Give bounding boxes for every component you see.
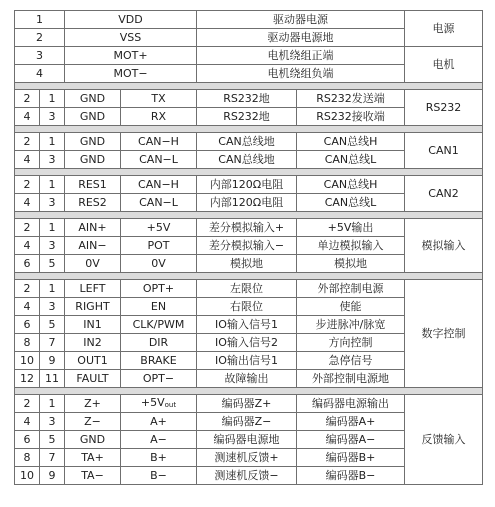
signal-b-cell: CAN−L xyxy=(121,194,197,212)
signal-cell: VSS xyxy=(65,29,197,47)
signal-a-cell: RIGHT xyxy=(65,298,121,316)
table-row xyxy=(15,47,483,65)
description-a-cell: CAN总线地 xyxy=(197,151,297,169)
pin-odd-cell: 3 xyxy=(40,151,65,169)
signal-b-cell: CAN−H xyxy=(121,176,197,194)
pin-even-cell: 2 xyxy=(15,219,40,237)
description-a-cell: 右限位 xyxy=(197,298,297,316)
group-label: 模拟输入 xyxy=(405,219,483,273)
separator-cell xyxy=(15,83,483,90)
pin-even-cell: 2 xyxy=(15,395,40,413)
signal-a-cell: AIN+ xyxy=(65,219,121,237)
separator-cell xyxy=(15,388,483,395)
pin-even-cell: 8 xyxy=(15,334,40,352)
pin-even-cell: 4 xyxy=(15,151,40,169)
description-a-cell: 编码器Z+ xyxy=(197,395,297,413)
separator-cell xyxy=(15,273,483,280)
table-row xyxy=(15,133,483,151)
pinout-table-body xyxy=(15,11,483,485)
table-row xyxy=(15,219,483,237)
pin-odd-cell: 5 xyxy=(40,255,65,273)
signal-a-cell: Z+ xyxy=(65,395,121,413)
description-a-cell: 故障输出 xyxy=(197,370,297,388)
description-cell: 驱动器电源地 xyxy=(197,29,405,47)
signal-b-cell: CAN−L xyxy=(121,151,197,169)
description-a-cell: 编码器Z− xyxy=(197,413,297,431)
description-a-cell: 内部120Ω电阻 xyxy=(197,176,297,194)
section-separator xyxy=(15,126,483,133)
description-b-cell: CAN总线H xyxy=(297,133,405,151)
description-a-cell: 模拟地 xyxy=(197,255,297,273)
separator-cell xyxy=(15,212,483,219)
signal-b-cell: B− xyxy=(121,467,197,485)
description-b-cell: 单边模拟输入 xyxy=(297,237,405,255)
description-b-cell: 编码器B+ xyxy=(297,449,405,467)
description-a-cell: IO输入信号2 xyxy=(197,334,297,352)
section-separator xyxy=(15,169,483,176)
signal-a-cell: GND xyxy=(65,151,121,169)
description-cell: 电机绕组负端 xyxy=(197,65,405,83)
signal-b-cell: POT xyxy=(121,237,197,255)
pin-odd-cell: 7 xyxy=(40,449,65,467)
signal-a-cell: TA− xyxy=(65,467,121,485)
description-b-cell: 步进脉冲/脉宽 xyxy=(297,316,405,334)
signal-b-cell: B+ xyxy=(121,449,197,467)
description-b-cell: 模拟地 xyxy=(297,255,405,273)
pin-even-cell: 2 xyxy=(15,176,40,194)
signal-b-cell: +5V xyxy=(121,219,197,237)
signal-cell: MOT+ xyxy=(65,47,197,65)
group-label: RS232 xyxy=(405,90,483,126)
signal-a-cell: OUT1 xyxy=(65,352,121,370)
table-row xyxy=(15,176,483,194)
pin-odd-cell: 1 xyxy=(40,280,65,298)
signal-a-cell: FAULT xyxy=(65,370,121,388)
signal-a-cell: GND xyxy=(65,108,121,126)
pin-odd-cell: 1 xyxy=(40,133,65,151)
pin-even-cell: 2 xyxy=(15,133,40,151)
description-b-cell: 编码器B− xyxy=(297,467,405,485)
signal-b-cell: OPT+ xyxy=(121,280,197,298)
pin-cell: 4 xyxy=(15,65,65,83)
pinout-table-container xyxy=(14,10,483,485)
description-a-cell: CAN总线地 xyxy=(197,133,297,151)
pinout-table xyxy=(14,10,483,485)
table-row xyxy=(15,280,483,298)
pin-even-cell: 4 xyxy=(15,108,40,126)
section-separator xyxy=(15,273,483,280)
pin-odd-cell: 3 xyxy=(40,194,65,212)
signal-a-cell: IN2 xyxy=(65,334,121,352)
signal-b-cell: CAN−H xyxy=(121,133,197,151)
signal-b-cell: CLK/PWM xyxy=(121,316,197,334)
description-b-cell: 方向控制 xyxy=(297,334,405,352)
group-label-motor: 电机 xyxy=(405,47,483,83)
pin-even-cell: 6 xyxy=(15,255,40,273)
description-b-cell: CAN总线H xyxy=(297,176,405,194)
pin-odd-cell: 7 xyxy=(40,334,65,352)
description-b-cell: 外部控制电源 xyxy=(297,280,405,298)
description-cell: 驱动器电源 xyxy=(197,11,405,29)
description-a-cell: 差分模拟输入− xyxy=(197,237,297,255)
signal-a-cell: LEFT xyxy=(65,280,121,298)
description-cell: 电机绕组正端 xyxy=(197,47,405,65)
description-b-cell: RS232发送端 xyxy=(297,90,405,108)
description-b-cell: CAN总线L xyxy=(297,151,405,169)
description-a-cell: RS232地 xyxy=(197,90,297,108)
separator-cell xyxy=(15,169,483,176)
pin-cell: 3 xyxy=(15,47,65,65)
description-b-cell: RS232接收端 xyxy=(297,108,405,126)
pin-even-cell: 10 xyxy=(15,352,40,370)
pin-odd-cell: 9 xyxy=(40,467,65,485)
pin-even-cell: 4 xyxy=(15,413,40,431)
signal-b-cell: BRAKE xyxy=(121,352,197,370)
section-separator xyxy=(15,212,483,219)
description-a-cell: 测速机反馈− xyxy=(197,467,297,485)
pin-cell: 2 xyxy=(15,29,65,47)
signal-a-cell: Z− xyxy=(65,413,121,431)
section-separator xyxy=(15,83,483,90)
pin-even-cell: 12 xyxy=(15,370,40,388)
signal-a-cell: IN1 xyxy=(65,316,121,334)
pin-even-cell: 4 xyxy=(15,298,40,316)
pin-odd-cell: 1 xyxy=(40,90,65,108)
signal-b-cell: $+5V_{out}$ xyxy=(121,395,197,413)
signal-cell: VDD xyxy=(65,11,197,29)
group-label: CAN1 xyxy=(405,133,483,169)
pin-even-cell: 4 xyxy=(15,237,40,255)
pin-odd-cell: 1 xyxy=(40,176,65,194)
signal-b-cell: DIR xyxy=(121,334,197,352)
description-b-cell: +5V输出 xyxy=(297,219,405,237)
description-a-cell: 编码器电源地 xyxy=(197,431,297,449)
table-row xyxy=(15,11,483,29)
signal-b-cell: A− xyxy=(121,431,197,449)
signal-a-cell: 0V xyxy=(65,255,121,273)
pin-even-cell: 8 xyxy=(15,449,40,467)
group-label: 数字控制 xyxy=(405,280,483,388)
signal-a-cell: TA+ xyxy=(65,449,121,467)
description-a-cell: RS232地 xyxy=(197,108,297,126)
pin-odd-cell: 3 xyxy=(40,237,65,255)
description-b-cell: 使能 xyxy=(297,298,405,316)
signal-b-cell: TX xyxy=(121,90,197,108)
group-label-power: 电源 xyxy=(405,11,483,47)
signal-a-cell: GND xyxy=(65,431,121,449)
table-row xyxy=(15,395,483,413)
description-a-cell: 差分模拟输入+ xyxy=(197,219,297,237)
table-row xyxy=(15,90,483,108)
pin-even-cell: 2 xyxy=(15,280,40,298)
pin-cell: 1 xyxy=(15,11,65,29)
signal-a-cell: RES2 xyxy=(65,194,121,212)
group-label: CAN2 xyxy=(405,176,483,212)
pin-odd-cell: 3 xyxy=(40,298,65,316)
description-b-cell: CAN总线L xyxy=(297,194,405,212)
group-label: 反馈输入 xyxy=(405,395,483,485)
description-b-cell: 编码器电源输出 xyxy=(297,395,405,413)
signal-b-cell: OPT− xyxy=(121,370,197,388)
signal-b-cell: EN xyxy=(121,298,197,316)
pin-odd-cell: 1 xyxy=(40,395,65,413)
signal-a-cell: RES1 xyxy=(65,176,121,194)
pin-odd-cell: 5 xyxy=(40,316,65,334)
signal-b-cell: A+ xyxy=(121,413,197,431)
pin-even-cell: 6 xyxy=(15,431,40,449)
pin-odd-cell: 3 xyxy=(40,108,65,126)
pin-odd-cell: 9 xyxy=(40,352,65,370)
pin-even-cell: 6 xyxy=(15,316,40,334)
description-a-cell: IO输入信号1 xyxy=(197,316,297,334)
description-a-cell: IO输出信号1 xyxy=(197,352,297,370)
pin-even-cell: 2 xyxy=(15,90,40,108)
pin-even-cell: 4 xyxy=(15,194,40,212)
section-separator xyxy=(15,388,483,395)
pin-even-cell: 10 xyxy=(15,467,40,485)
description-b-cell: 编码器A− xyxy=(297,431,405,449)
signal-b-cell: 0V xyxy=(121,255,197,273)
description-b-cell: 编码器A+ xyxy=(297,413,405,431)
signal-cell: MOT− xyxy=(65,65,197,83)
description-a-cell: 测速机反馈+ xyxy=(197,449,297,467)
separator-cell xyxy=(15,126,483,133)
description-a-cell: 内部120Ω电阻 xyxy=(197,194,297,212)
pin-odd-cell: 3 xyxy=(40,413,65,431)
signal-a-cell: AIN− xyxy=(65,237,121,255)
pin-odd-cell: 5 xyxy=(40,431,65,449)
signal-b-cell: RX xyxy=(121,108,197,126)
signal-a-cell: GND xyxy=(65,133,121,151)
description-b-cell: 急停信号 xyxy=(297,352,405,370)
pin-odd-cell: 11 xyxy=(40,370,65,388)
pin-odd-cell: 1 xyxy=(40,219,65,237)
description-b-cell: 外部控制电源地 xyxy=(297,370,405,388)
description-a-cell: 左限位 xyxy=(197,280,297,298)
signal-a-cell: GND xyxy=(65,90,121,108)
